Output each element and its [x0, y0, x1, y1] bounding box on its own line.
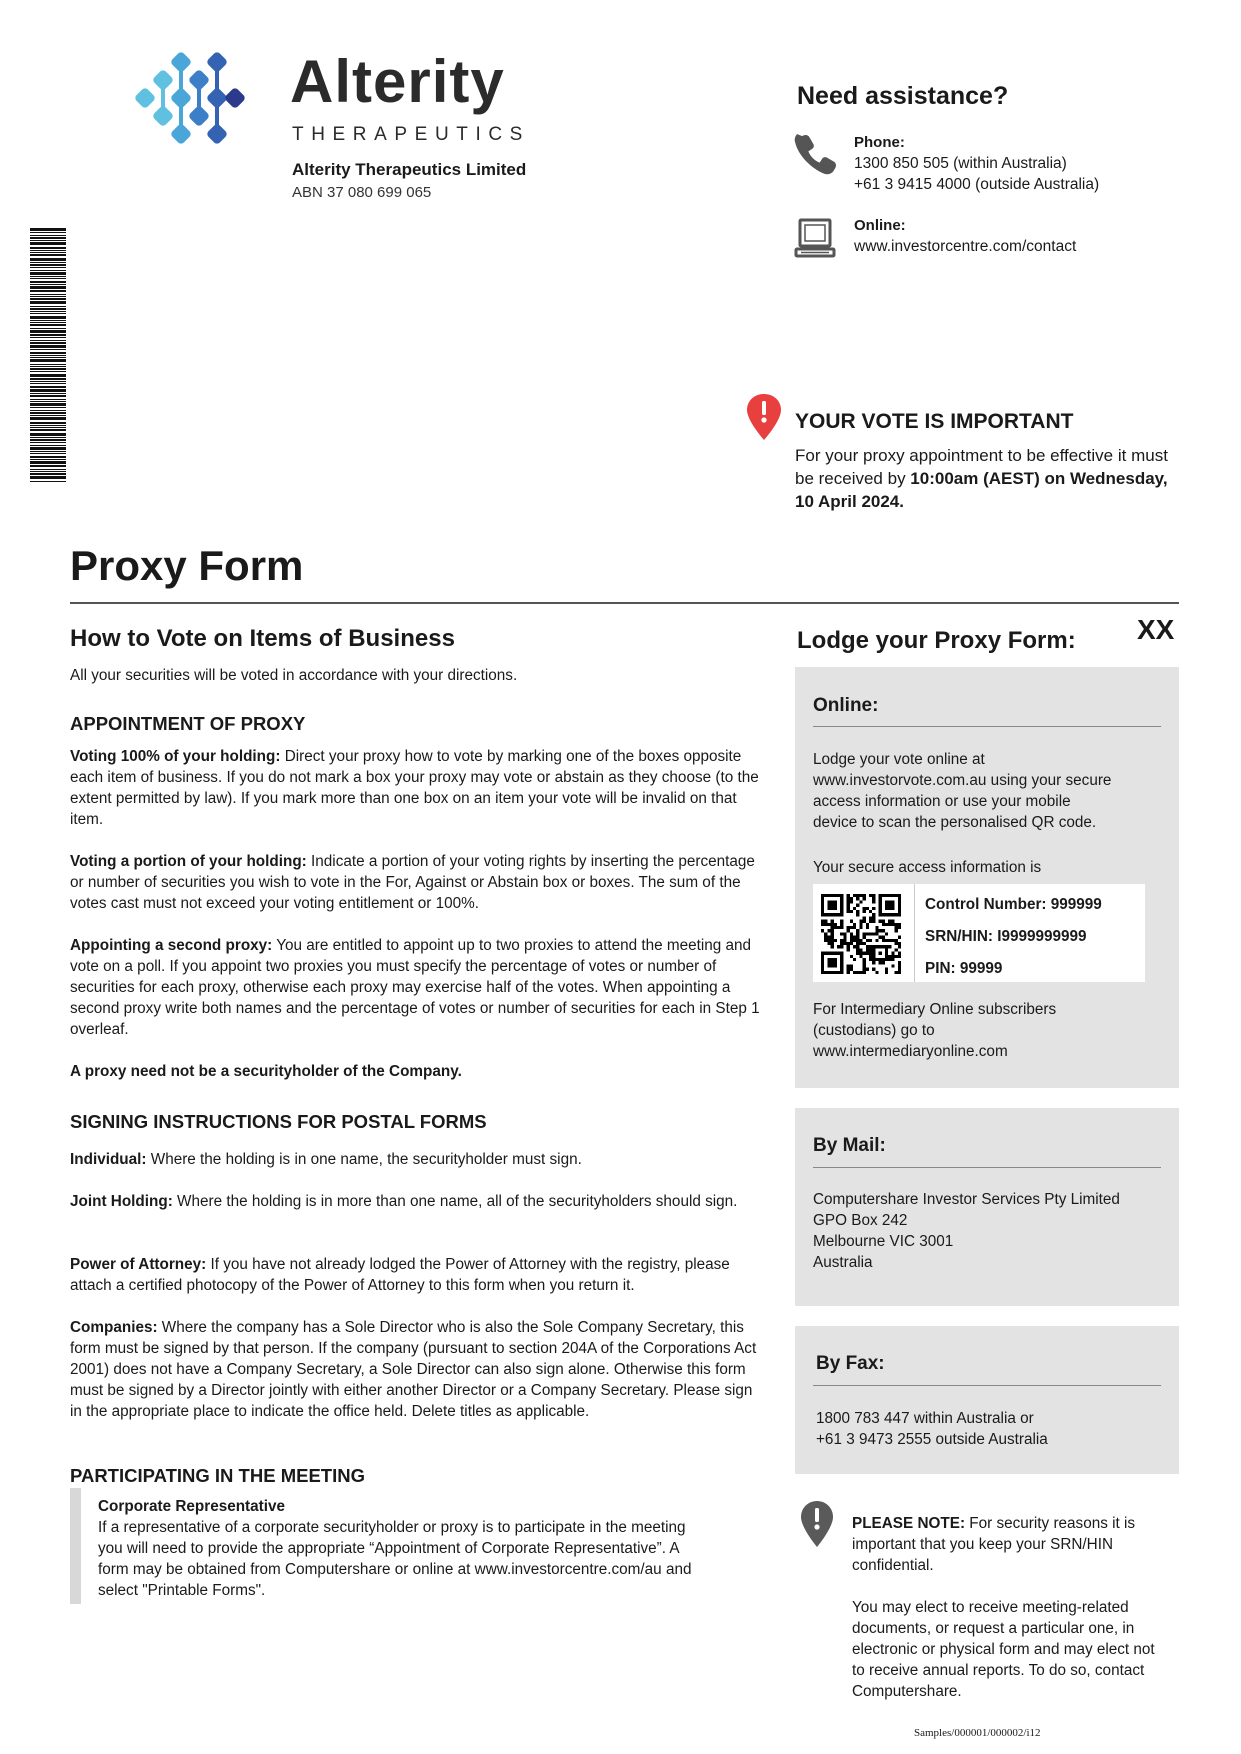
companies-text: Where the company has a Sole Director who is also the Sole Company Secretary, this form must be signed by that person. If the company (pursuant to section 204A of the Corporations Act 2001) does not have a Company Secretary, a Sole Director can also sign alone. Otherwise this form must be signed by a Director jointly with either another Director or a Company Secretary. Please sign in the appropriate place to indicate the office held. Delete titles as applicable. [70, 1319, 757, 1420]
participating-heading: PARTICIPATING IN THE MEETING [70, 1465, 365, 1486]
please-note-text: For security reasons it is important that you keep your SRN/HIN confidential. [852, 1515, 1136, 1574]
laptop-icon [792, 216, 838, 262]
alterity-logo-icon [130, 44, 260, 148]
info-marker-icon [800, 1500, 834, 1548]
how-to-vote-title: How to Vote on Items of Business [70, 625, 455, 652]
companies-label: Companies: [70, 1319, 158, 1336]
phone-number-intl: +61 3 9415 4000 (outside Australia) [854, 176, 1100, 193]
pin: PIN: 99999 [925, 960, 1003, 977]
proxy-note: A proxy need not be a securityholder of the Company. [70, 1063, 462, 1080]
srn-hin: SRN/HIN: I9999999999 [925, 928, 1087, 945]
fax-number-intl: +61 3 9473 2555 outside Australia [816, 1431, 1048, 1448]
access-card-divider [914, 884, 915, 982]
power-of-attorney-label: Power of Attorney: [70, 1256, 207, 1273]
mail-address-line3: Melbourne VIC 3001 [813, 1233, 954, 1250]
corporate-rep-text: If a representative of a corporate securityholder or proxy is to participate in the meeting you will need to provide the appropriate “Appointment of Corporate Representative”. A form may be obtained from Computershare or online at www.investorcentre.com/au and select "Printable Forms". [98, 1519, 692, 1599]
second-proxy-label: Appointing a second proxy: [70, 937, 273, 954]
corporate-rep-block [98, 1496, 698, 1601]
phone-label: Phone: [854, 134, 905, 151]
voting-portion-paragraph [70, 851, 768, 914]
footer-reference: Samples/000001/000002/i12 [914, 1727, 1041, 1739]
corporate-rep-accent-bar [70, 1488, 81, 1604]
please-note-block [852, 1513, 1170, 1702]
qr-code-icon[interactable] [821, 894, 901, 974]
online-contact-url[interactable]: www.investorcentre.com/contact [854, 238, 1077, 255]
mail-address-line4: Australia [813, 1254, 873, 1271]
joint-holding-paragraph [70, 1191, 768, 1212]
electronic-comms-text: You may elect to receive meeting-related documents, or request a particular one, in electronic or physical form and may elect not to receive annual reports. To do so, contact Computershare. [852, 1599, 1155, 1700]
lodge-title: Lodge your Proxy Form: [797, 627, 1076, 654]
title-divider [70, 602, 1179, 604]
individual-label: Individual: [70, 1151, 147, 1168]
individual-text: Where the holding is in one name, the securityholder must sign. [146, 1151, 582, 1168]
mail-address-line1: Computershare Investor Services Pty Limited [813, 1191, 1120, 1208]
appointment-heading: APPOINTMENT OF PROXY [70, 713, 306, 734]
online-heading: Online: [813, 695, 879, 716]
please-note-label: PLEASE NOTE: [852, 1515, 966, 1532]
voting-portion-text: Indicate a portion of your voting rights by inserting the percentage or number of securities you wish to vote in the For, Against or Abstain box or boxes. The sum of the votes cast must not exceed your voting entitlement or 100%. [70, 853, 755, 912]
mail-address-line2: GPO Box 242 [813, 1212, 908, 1229]
vote-deadline-text [795, 444, 1185, 513]
companies-paragraph [70, 1317, 768, 1422]
power-of-attorney-text: If you have not already lodged the Power of Attorney with the registry, please attach a certified photocopy of the Power of Attorney to this form when you return it. [70, 1256, 730, 1294]
vote-deadline-date: 10:00am (AEST) on Wednesday, 10 April 2024. [795, 469, 1168, 511]
phone-number-au: 1300 850 505 (within Australia) [854, 155, 1067, 172]
company-abn: ABN 37 080 699 065 [292, 184, 432, 201]
lodge-code: XX [1137, 614, 1175, 645]
mail-heading-rule [813, 1167, 1161, 1168]
intermediary-text: For Intermediary Online subscribers (custodians) go to www.intermediaryonline.com [813, 1001, 1057, 1060]
online-heading-rule [813, 726, 1161, 727]
voting-100-text: Direct your proxy how to vote by marking one of the boxes opposite each item of business. If you do not mark a box your proxy may vote or abstain as they choose (to the extent permitted by law). If you mark more than one box on an item your vote will be invalid on that item. [70, 748, 759, 828]
voting-100-label: Voting 100% of your holding: [70, 748, 281, 765]
vote-deadline-intro: For your proxy appointment to be effective it must be received by [795, 446, 1168, 488]
alert-marker-icon [746, 393, 782, 441]
page-title: Proxy Form [70, 542, 304, 589]
fax-heading-rule [813, 1385, 1161, 1386]
mail-panel [795, 1108, 1179, 1306]
how-to-vote-intro: All your securities will be voted in accordance with your directions. [70, 667, 518, 684]
barcode-icon [30, 228, 66, 483]
control-number: Control Number: 999999 [925, 896, 1102, 913]
access-intro: Your secure access information is [813, 859, 1042, 876]
second-proxy-text: You are entitled to appoint up to two proxies to attend the meeting and vote on a poll. If you appoint two proxies you must specify the percentage of votes or number of securities for each proxy, otherwise each proxy may exercise half of the votes. When appointing a second proxy write both names and the percentage of votes or number of securities for each in Step 1 overleaf. [70, 937, 760, 1038]
online-lodge-text: Lodge your vote online at www.investorvote.com.au using your secure access information or use your mobile device to scan the personalised QR code. [813, 751, 1112, 831]
assistance-title: Need assistance? [797, 82, 1009, 110]
voting-100-paragraph [70, 746, 768, 830]
individual-paragraph [70, 1149, 768, 1170]
corporate-rep-title: Corporate Representative [98, 1498, 286, 1515]
vote-important-title: YOUR VOTE IS IMPORTANT [795, 410, 1074, 433]
voting-portion-label: Voting a portion of your holding: [70, 853, 307, 870]
signing-heading: SIGNING INSTRUCTIONS FOR POSTAL FORMS [70, 1111, 487, 1132]
online-label: Online: [854, 217, 906, 234]
company-name: Alterity Therapeutics Limited [292, 160, 527, 179]
logo-wordmark: Alterity [290, 48, 505, 115]
access-info-card [813, 884, 1145, 982]
logo-subtitle: THERAPEUTICS [292, 124, 530, 145]
joint-holding-text: Where the holding is in more than one name, all of the securityholders should sign. [172, 1193, 738, 1210]
power-of-attorney-paragraph [70, 1254, 768, 1296]
fax-panel [795, 1326, 1179, 1474]
please-note-paragraph [852, 1513, 1170, 1576]
phone-icon [792, 132, 838, 178]
fax-number-au: 1800 783 447 within Australia or [816, 1410, 1034, 1427]
mail-heading: By Mail: [813, 1135, 886, 1156]
fax-heading: By Fax: [816, 1353, 885, 1374]
second-proxy-paragraph [70, 935, 768, 1040]
joint-holding-label: Joint Holding: [70, 1193, 173, 1210]
online-panel [795, 667, 1179, 1088]
